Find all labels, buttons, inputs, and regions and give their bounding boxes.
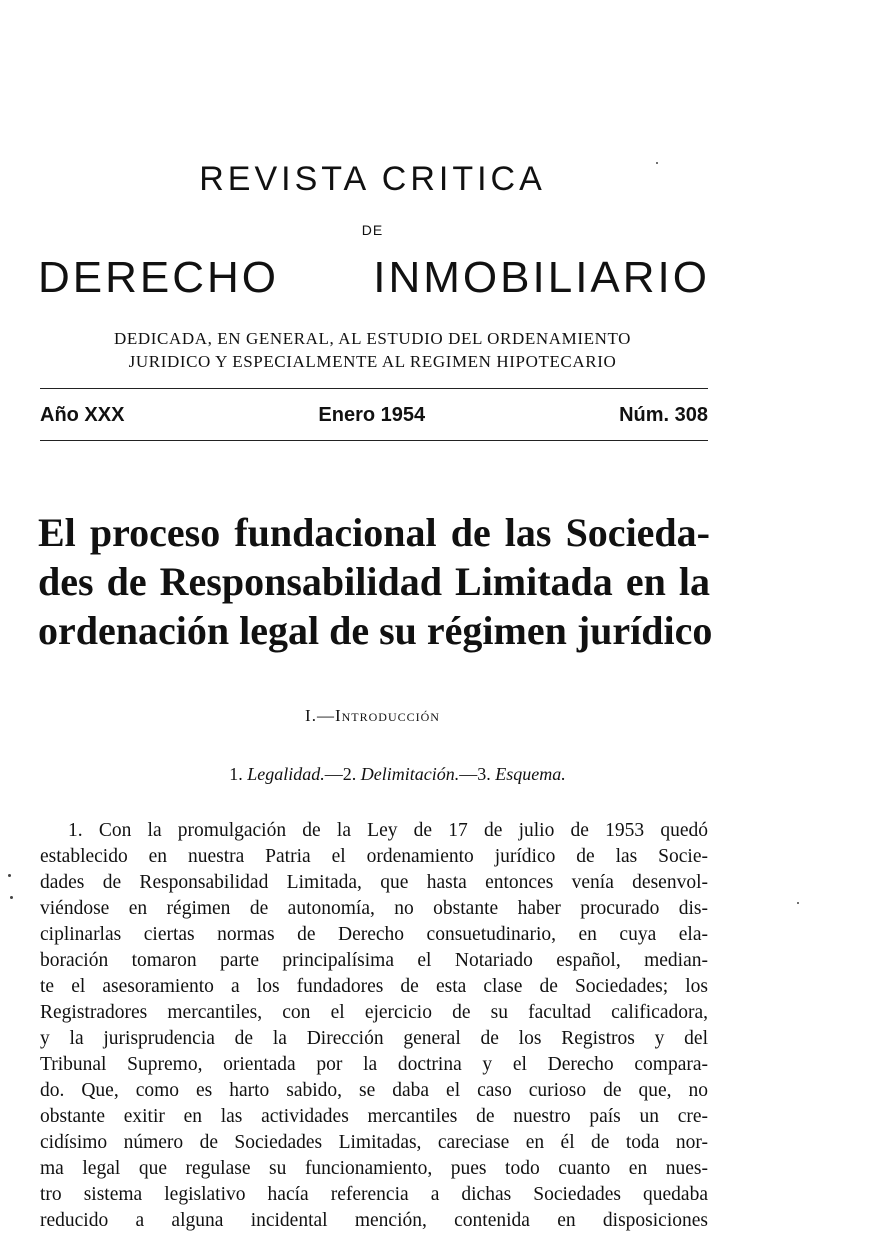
body-line: cidísimo número de Sociedades Limitadas, careciase en él de toda nor- [40, 1132, 708, 1153]
journal-title-connector: DE [361, 222, 384, 238]
outline-number: 1. [229, 764, 243, 784]
scan-speck [10, 896, 13, 899]
issue-info-row [40, 404, 708, 427]
outline-item: Delimitación. [360, 764, 460, 784]
dedication-line-2: JURIDICO Y ESPECIALMENTE AL REGIMEN HIPOTECARIO [128, 352, 617, 371]
article-title-line: ordenación legal de su régimen jurídico [38, 608, 713, 653]
body-line: y la jurisprudencia de la Dirección general de los Registros y del [40, 1028, 708, 1049]
journal-title-line2: DERECHO INMOBILIARIO [38, 253, 710, 302]
journal-dedication [40, 327, 705, 373]
article-body [40, 818, 708, 1234]
outline-number: —3. [459, 764, 491, 784]
issue-top-rule [40, 388, 708, 389]
body-line: ma legal que regulase su funcionamiento, pues todo cuanto en nues- [40, 1158, 708, 1179]
scan-speck [797, 902, 799, 904]
body-line: viéndose en régimen de autonomía, no obstante haber procurado dis- [40, 898, 708, 919]
body-line: do. Que, como es harto sabido, se daba el caso curioso de que, no [40, 1080, 708, 1101]
body-line: ciplinarlas ciertas normas de Derecho consuetudinario, en cuya ela- [40, 924, 708, 945]
outline-item: Legalidad. [247, 764, 325, 784]
body-line: obstante exitir en las actividades mercantiles de nuestro país un cre- [40, 1106, 708, 1127]
body-line: Tribunal Supremo, orientada por la doctrina y el Derecho compara- [40, 1054, 708, 1075]
section-heading: I.—Introducción [305, 706, 440, 725]
body-line: reducido a alguna incidental mención, contenida en disposiciones [40, 1210, 708, 1231]
dedication-line-1: DEDICADA, EN GENERAL, AL ESTUDIO DEL ORDENAMIENTO [114, 329, 631, 348]
article-title-line: des de Responsabilidad Limitada en la [38, 559, 710, 604]
body-line: te el asesoramiento a los fundadores de esta clase de Sociedades; los [40, 976, 708, 997]
body-line: 1. Con la promulgación de la Ley de 17 de julio de 1953 quedó [68, 820, 708, 841]
issue-year: Año XXX [40, 404, 125, 426]
body-line: Registradores mercantiles, con el ejercicio de su facultad calificadora, [40, 1002, 708, 1023]
issue-number: Núm. 308 [619, 404, 708, 426]
section-outline [0, 764, 795, 785]
body-line: establecido en nuestra Patria el ordenamiento jurídico de las Socie- [40, 846, 708, 867]
outline-item: Esquema. [495, 764, 566, 784]
article-title-line: El proceso fundacional de las Socieda- [38, 510, 710, 555]
outline-number: —2. [324, 764, 357, 784]
body-line: boración tomaron parte principalísima el Notariado español, median- [40, 950, 708, 971]
body-line: dades de Responsabilidad Limitada, que hasta entonces venía desenvol- [40, 872, 708, 893]
scan-speck [656, 162, 658, 164]
issue-date: Enero 1954 [318, 404, 426, 426]
body-line: tro sistema legislativo hacía referencia a dichas Sociedades quedaba [40, 1184, 708, 1205]
issue-bottom-rule [40, 440, 708, 441]
journal-title-line1: REVISTA CRITICA [199, 160, 546, 198]
scan-speck [8, 874, 11, 877]
article-title [38, 508, 713, 655]
